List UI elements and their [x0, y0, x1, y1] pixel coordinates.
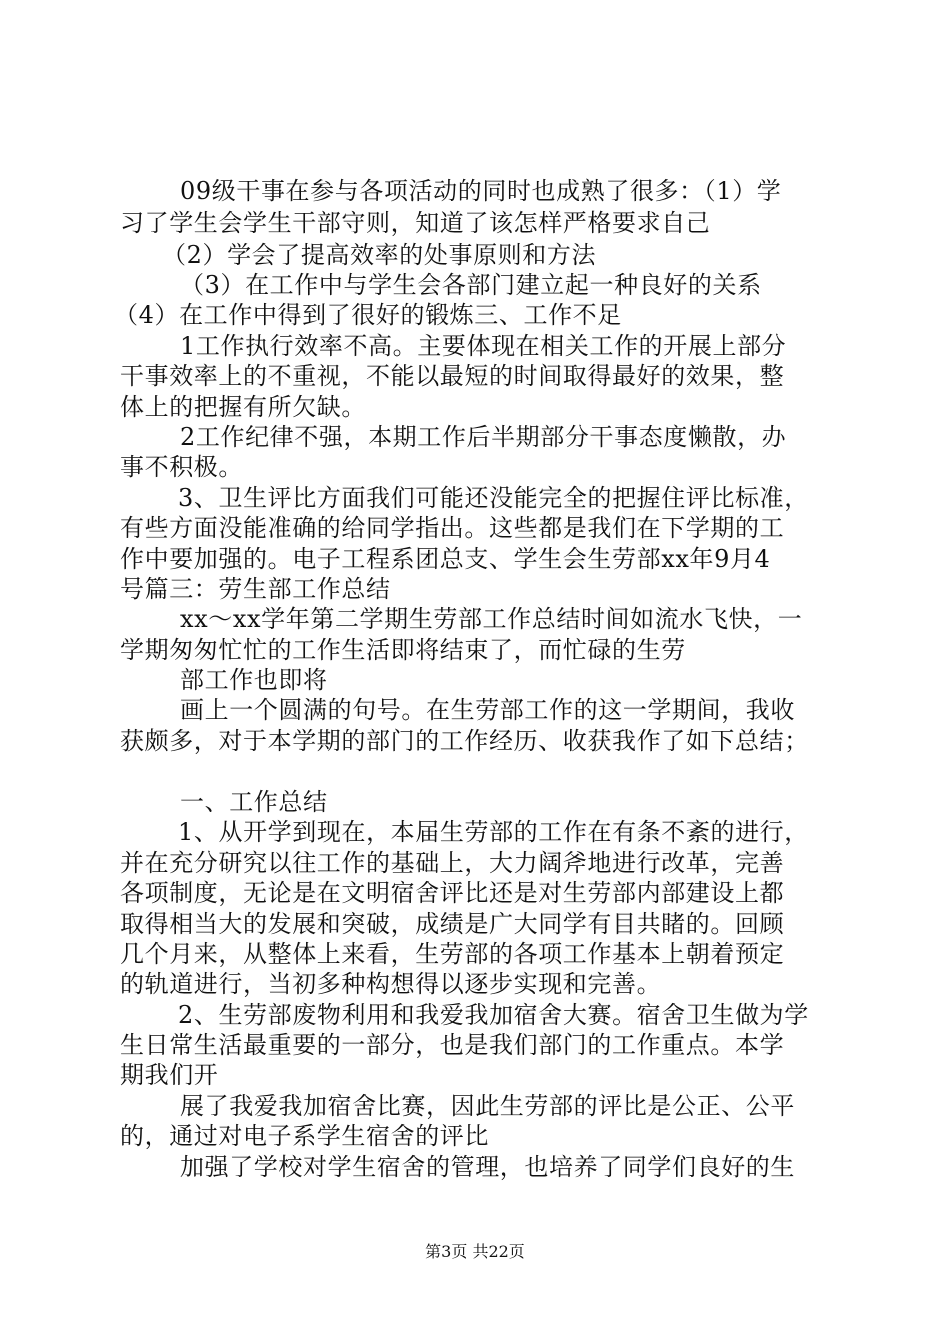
page-number-footer: 第3页 共22页 — [425, 1242, 525, 1261]
text-line: 的，通过对电子系学生宿舍的评比 — [120, 1122, 489, 1150]
text-line: 加强了学校对学生宿舍的管理，也培养了同学们良好的生 — [180, 1153, 795, 1181]
text-line: 2工作纪律不强，本期工作后半期部分干事态度懒散，办 — [180, 423, 787, 451]
text-line: 几个月来，从整体上来看，生劳部的各项工作基本上朝着预定 — [120, 940, 785, 968]
text-line: 期我们开 — [120, 1061, 219, 1089]
text-line: 事不积极。 — [120, 453, 243, 481]
text-line: 习了学生会学生干部守则，知道了该怎样严格要求自己 — [120, 209, 711, 237]
text-line: 体上的把握有所欠缺。 — [120, 393, 366, 421]
text-line: （2）学会了提高效率的处事原则和方法 — [162, 241, 597, 269]
text-line: 3、卫生评比方面我们可能还没能完全的把握住评比标准， — [178, 484, 809, 512]
text-line: 获颇多，对于本学期的部门的工作经历、收获我作了如下总结； — [120, 727, 809, 755]
text-line: 并在充分研究以往工作的基础上，大力阔斧地进行改革，完善 — [120, 849, 785, 877]
text-line: 部工作也即将 — [180, 666, 328, 694]
text-line: 作中要加强的。电子工程系团总支、学生会生劳部xx年9月4 — [120, 545, 771, 573]
text-line: 1工作执行效率不高。主要体现在相关工作的开展上部分 — [180, 332, 787, 360]
text-line: 2、生劳部废物利用和我爱我加宿舍大赛。宿舍卫生做为学 — [178, 1001, 809, 1029]
text-line: 画上一个圆满的句号。在生劳部工作的这一学期间，我收 — [180, 696, 795, 724]
text-line: xx～xx学年第二学期生劳部工作总结时间如流水飞快，一 — [180, 605, 803, 633]
text-line: （3）在工作中与学生会各部门建立起一种良好的关系 — [180, 271, 762, 299]
text-line: 09级干事在参与各项活动的同时也成熟了很多：（1）学 — [180, 177, 782, 205]
text-line: 各项制度，无论是在文明宿舍评比还是对生劳部内部建设上都 — [120, 879, 785, 907]
text-line: （4）在工作中得到了很好的锻炼三、工作不足 — [114, 301, 622, 329]
text-line: 展了我爱我加宿舍比赛，因此生劳部的评比是公正、公平 — [180, 1092, 795, 1120]
text-line: 的轨道进行，当初多种构想得以逐步实现和完善。 — [120, 970, 662, 998]
text-line: 生日常生活最重要的一部分，也是我们部门的工作重点。本学 — [120, 1031, 785, 1059]
text-line: 一、工作总结 — [180, 788, 328, 816]
text-line: 学期匆匆忙忙的工作生活即将结束了，而忙碌的生劳 — [120, 636, 686, 664]
text-line: 干事效率上的不重视，不能以最短的时间取得最好的效果，整 — [120, 362, 785, 390]
text-line: 1、从开学到现在，本届生劳部的工作在有条不紊的进行， — [178, 818, 809, 846]
text-line: 有些方面没能准确的给同学指出。这些都是我们在下学期的工 — [120, 514, 785, 542]
text-line: 取得相当大的发展和突破，成绩是广大同学有目共睹的。回顾 — [120, 910, 785, 938]
text-line: 号篇三：劳生部工作总结 — [120, 575, 391, 603]
